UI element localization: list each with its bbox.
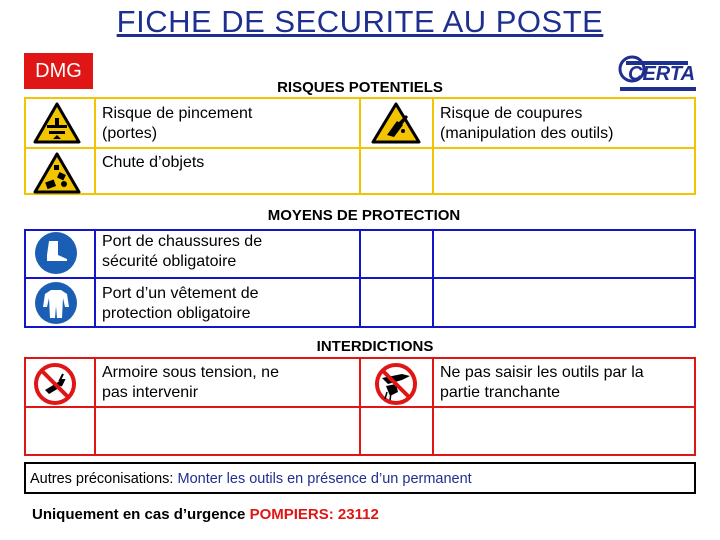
risque-1-text: Risque de pincement (portes) (102, 105, 253, 142)
protection-2-text: Port d’un vêtement de protection obligatoire (102, 285, 259, 322)
preconisations-value: Monter les outils en présence d’un permanent (177, 471, 472, 487)
protection-1-text: Port de chaussures de sécurité obligatoire (102, 233, 263, 270)
pompiers-number: 23112 (337, 506, 379, 523)
safety-boot-icon (34, 231, 78, 280)
protection-heading: MOYENS DE PROTECTION (267, 207, 461, 224)
preconisations-text (30, 471, 472, 487)
cut-warning-icon (370, 101, 422, 150)
pinch-warning-icon (32, 101, 82, 150)
falling-objects-warning-icon (32, 151, 82, 200)
risque-3-text: Chute d’objets (102, 154, 205, 171)
urgence-label: Uniquement en cas d’urgence (32, 506, 246, 523)
preconisations-label: Autres préconisations: (30, 471, 174, 487)
pompiers-label: POMPIERS: (249, 506, 334, 523)
risque-2-text: Risque de coupures (manipulation des outils) (440, 105, 614, 142)
svg-text:CERTA: CERTA (628, 63, 696, 85)
no-grab-blade-icon (372, 362, 420, 411)
page-title: FICHE DE SECURITE AU POSTE (116, 4, 604, 39)
urgence-line (32, 506, 379, 523)
interdiction-1-text: Armoire sous tension, ne pas intervenir (102, 364, 279, 401)
risques-heading: RISQUES POTENTIELS (277, 79, 443, 96)
interdiction-2-text: Ne pas saisir les outils par la partie tranchante (440, 364, 644, 401)
interdictions-heading: INTERDICTIONS (316, 338, 434, 355)
protective-clothing-icon (34, 281, 78, 330)
certa-logo (618, 52, 698, 94)
no-touch-electric-icon (33, 362, 77, 411)
dmg-badge: DMG (24, 53, 93, 89)
